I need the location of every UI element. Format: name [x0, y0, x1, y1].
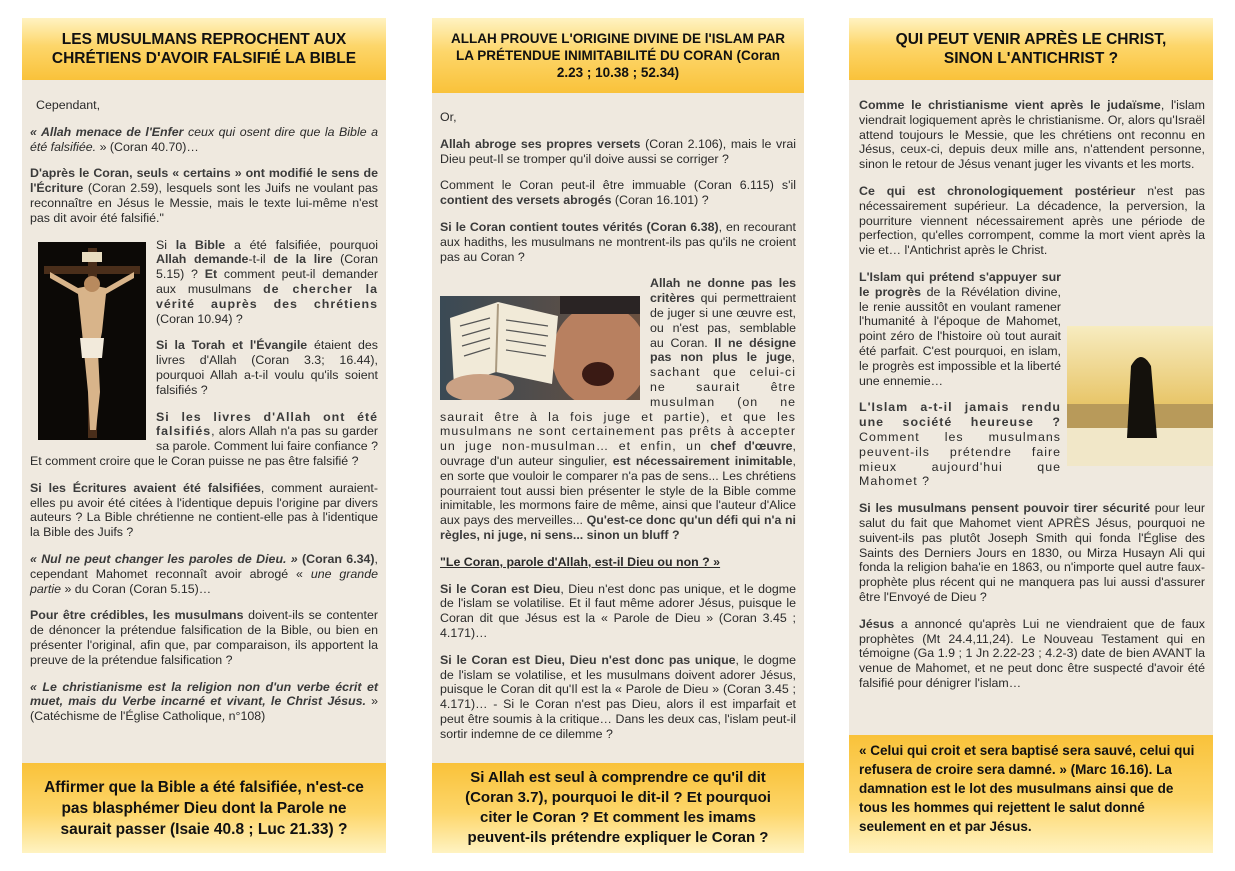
paragraph: Si le Coran est Dieu, Dieu n'est donc pas unique, et le dogme de l'islam se volatilise. Et il faut même adorer Jésus, puisque le Coran dit que Jésus est la « Parole de Dieu » (Coran 3.45 ; 4.171)…	[440, 581, 796, 640]
paragraph: Ce qui est chronologiquement postérieur n'est pas nécessairement supérieur. La décadence, la perversion, la pourriture viennent nécessairement après une période de perfection, qu'elles corrompent, comme la mort vient après la vie et… l'Antichrist après le Christ.	[859, 183, 1205, 258]
panel-middle-footer-text: Si Allah est seul à comprendre ce qu'il dit (Coran 3.7), pourquoi le dit-il ? Et pourquoi citer le Coran ? Et comment les imams peuvent-ils prétendre expliquer le Coran ?	[465, 769, 771, 846]
panel-left-footer	[22, 763, 386, 853]
paragraph: Si le Coran contient toutes vérités (Coran 6.38), en recourant aux hadiths, les musulmans ne montrent-ils pas qu'ils ne croient pas au Coran ?	[440, 219, 796, 264]
paragraph: Allah abroge ses propres versets (Coran 2.106), mais le vrai Dieu peut-Il se tromper qu'il doive aussi se corriger ?	[440, 136, 796, 166]
paragraph: Si les musulmans pensent pouvoir tirer sécurité pour leur salut du fait que Mahomet vient APRÈS Jésus, pourquoi ne suivent-ils pas plutôt Joseph Smith qui fonda l'Église des Saints des Derniers Jours en 1830, ou Mirza Husayn Ali qui fonda la religion baha'ie en 1863, ou n'importe quel autre faux-prophète plus récent qui ne manquera pas lui aussi d'assurer être l'Envoyé de Dieu ?	[859, 501, 1205, 604]
paragraph: Jésus a annoncé qu'après Lui ne viendraient que de faux prophètes (Mt 24.4,11,24). Le Nouveau Testament qui en témoigne (Ga 1.9 ; 1 Jn 2.22-23 ; 4.2-3) date de bien AVANT la venue de Mahomet, et ne peut donc être suspecté d'avoir été falsifié pour dénigrer l'islam…	[859, 616, 1205, 690]
paragraph: L'Islam a-t-il jamais rendu une société heureuse ? Comment les musulmans peuvent-ils prétendre faire mieux aujourd'hui que Mahomet ?	[859, 400, 1061, 489]
paragraph: Pour être crédibles, les musulmans doivent-ils se contenter de dénoncer la prétendue falsification de la Bible, ou bien en présenter l'original, afin que, par comparaison, ils apportent la preuve de la prétendue falsification ?	[30, 608, 378, 667]
panel-right-title: QUI PEUT VENIR APRÈS LE CHRIST, SINON L'ANTICHRIST ?	[895, 31, 1167, 67]
paragraph: Comment le Coran peut-il être immuable (Coran 6.115) s'il contient des versets abrogés (Coran 16.101) ?	[440, 178, 796, 208]
paragraph: D'après le Coran, seuls « certains » ont modifié le sens de l'Écriture (Coran 2.59), lesquels sont les Juifs ne voulant pas reconnaître en Jésus le Messie, mais le texte lui-même n'est pas dit avoir été falsifié."	[30, 166, 378, 225]
panel-right-footer	[849, 735, 1213, 853]
panel-middle-title: ALLAH PROUVE L'ORIGINE DIVINE DE l'ISLAM PAR LA PRÉTENDUE INIMITABILITÉ DU CORAN (Coran 2.23 ; 10.38 ; 52.34)	[451, 31, 785, 80]
panel-left	[22, 18, 386, 853]
panel-right-footer-text: « Celui qui croit et sera baptisé sera sauvé, celui qui refusera de croire sera damné. » (Marc 16.16). La damnation est le lot des musulmans ainsi que de tous les hommes qui rejettent le salut donné seulement en et par Jésus.	[859, 743, 1195, 834]
section-title: "Le Coran, parole d'Allah, est-il Dieu ou non ? »	[440, 554, 721, 569]
panel-middle	[432, 18, 804, 853]
panel-left-body	[30, 98, 378, 736]
crucifix-image	[38, 242, 146, 440]
intro-text: Or,	[440, 110, 457, 124]
panel-left-header	[22, 18, 386, 80]
panel-middle-header	[432, 18, 804, 93]
paragraph: Si la Bible a été falsifiée, pourquoi Allah demande-t-il de la lire (Coran 5.15) ? Et comment peut-il demander aux musulmans de chercher la vérité auprès des chrétiens (Coran 10.94) ?	[156, 237, 379, 326]
panel-right-header	[849, 18, 1213, 80]
panel-right-body	[859, 98, 1205, 703]
paragraph: « Nul ne peut changer les paroles de Dieu. » (Coran 6.34), cependant Mahomet reconnaît avoir abrogé « une grande partie » du Coran (Coran 5.15)…	[30, 551, 378, 596]
paragraph: Comme le christianisme vient après le judaïsme, l'islam viendrait logiquement après le christianisme. Or, alors qu'Israël attend toujours le Messie, que les chrétiens ont reconnu en Jésus, ceux-ci, depuis deux mille ans, n'attendent personne, sinon le retour de Jésus venant juger les vivants et les morts.	[859, 98, 1205, 172]
panel-middle-body	[440, 110, 796, 753]
panel-right	[849, 18, 1213, 853]
veiled-woman-image	[1067, 326, 1213, 466]
paragraph: « Le christianisme est la religion non d'un verbe écrit et muet, mais du Verbe incarné et vivant, le Christ Jésus. » (Catéchisme de l'Église Catholique, n°108)	[30, 679, 378, 724]
paragraph: Si le Coran est Dieu, Dieu n'est donc pas unique, le dogme de l'islam se volatilise, et les musulmans doivent adorer Jésus, puisque le Coran dit qu'Il est la « Parole de Dieu » (Coran 3.45 ; 4.171)… - Si le Coran n'est pas Dieu, alors il est imparfait et peut être soumis à la critique… Dans les deux cas, l'islam peut-il sortir indemne de ce dilemme ?	[440, 652, 797, 741]
paragraph: « Allah menace de l'Enfer ceux qui osent dire que la Bible a été falsifiée. » (Coran 40.70)…	[30, 124, 378, 154]
paragraph: Si la Torah et l'Évangile étaient des livres d'Allah (Coran 3.3; 16.44), pourquoi Allah a-t-il voulu qu'ils soient falsifiés ?	[156, 338, 378, 397]
paragraph: L'Islam qui prétend s'appuyer sur le progrès de la Révélation divine, le renie aussitôt en voulant ramener l'humanité à l'époque de Mahomet, point zéro de l'histoire où tout aurait été parfait. C'est pourquoi, en islam, le progrès est impossible et la liberté une ennemie…	[859, 269, 1061, 388]
paragraph: Allah ne donne pas les critères qui permettraient de juger si une œuvre est, ou n'est pas, semblable au Coran. Il ne désigne pas non plus le juge, sachant que celui-ci ne saurait être musulman (on ne saurait être à la fois juge et partie), et que les musulmans ne sont certainement pas prêts à accepter un juge non-musulman… et enfin, un chef d'œuvre, ouvrage d'un auteur singulier, est nécessairement inimitable, en sorte que vouloir le comparer n'a pas de sens... Les chrétiens pourraient tout aussi bien présenter le style de la Bible comme inimitable, les mormons faire de même, ainsi que l'auteur d'Alice aux pays des merveilles... Qu'est-ce donc qu'un défi qui n'a ni règles, ni juge, ni sens... sinon un bluff ?	[440, 276, 796, 542]
panel-middle-footer	[432, 763, 804, 853]
paragraph: Si les Écritures avaient été falsifiées, comment auraient-elles pu avoir été citées à l'identique depuis l'origine par divers auteurs ? La Bible chrétienne ne contient-elle pas à l'identique la Bible des Juifs ?	[30, 480, 379, 540]
intro-text: Cependant,	[36, 98, 101, 112]
paragraph: Si les livres d'Allah ont été falsifiés, alors Allah n'a pas su garder sa parole. Comment lui faire confiance ? Et comment croire que le Coran puisse ne pas être falsifié ?	[30, 409, 378, 468]
panel-left-title: LES MUSULMANS REPROCHENT AUX CHRÉTIENS D'AVOIR FALSIFIÉ LA BIBLE	[51, 31, 357, 67]
panel-left-footer-text: Affirmer que la Bible a été falsifiée, n'est-ce pas blasphémer Dieu dont la Parole ne saurait passer (Isaie 40.8 ; Luc 21.33) ?	[44, 778, 364, 838]
quran-reader-image	[440, 296, 640, 400]
